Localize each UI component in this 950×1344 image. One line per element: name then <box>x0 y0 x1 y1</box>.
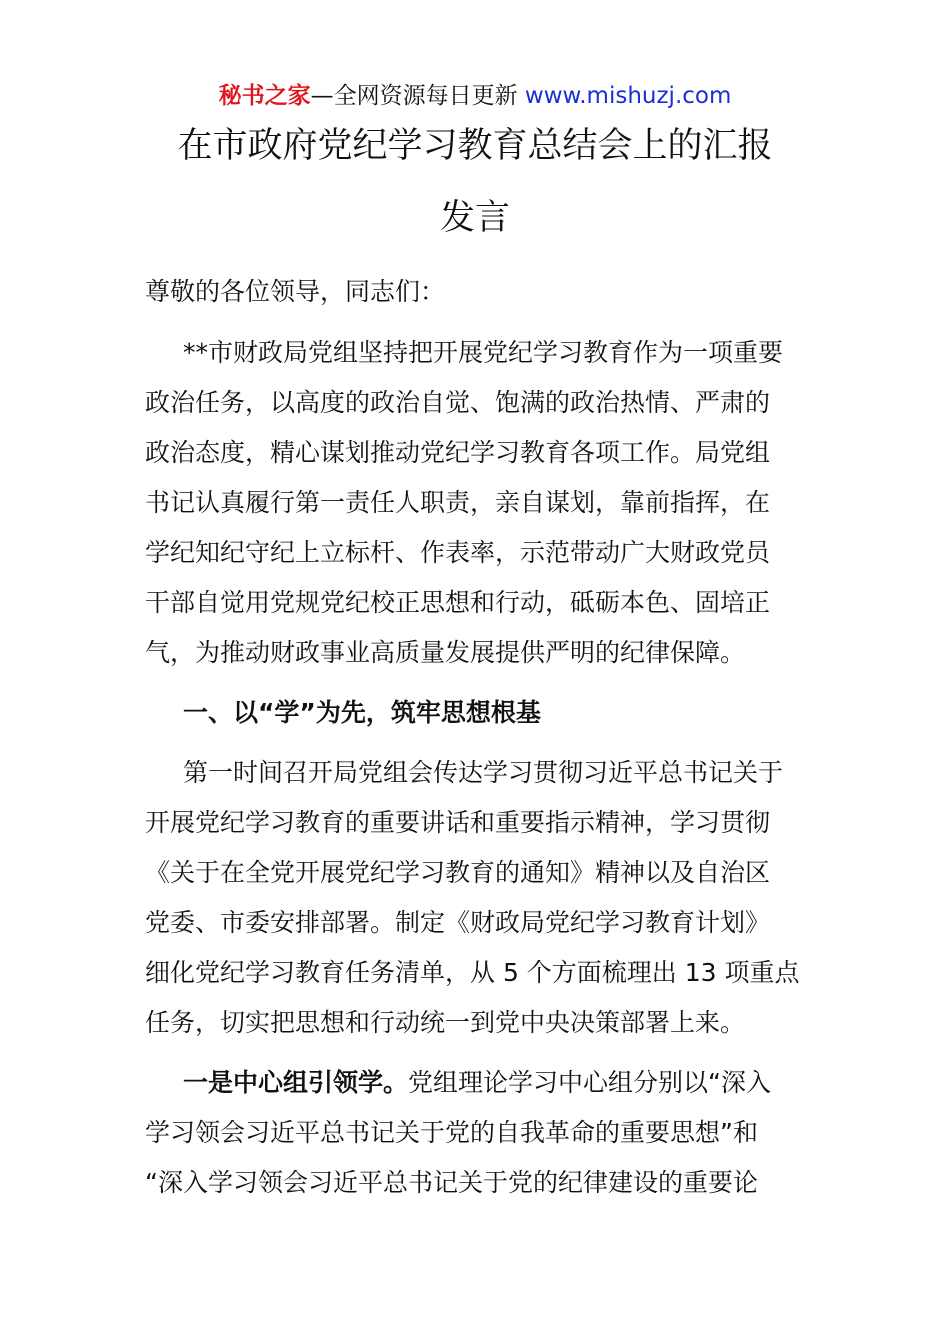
site-url-link[interactable]: www.mishuzj.com <box>524 83 732 109</box>
item-text: 党组理论学习中心组分别以“深入 <box>408 1068 771 1097</box>
intro-line: 学纪知纪守纪上立标杆、作表率，示范带动广大财政党员 <box>145 538 771 567</box>
site-header <box>0 80 950 112</box>
section-heading: 一、以“学”为先，筑牢思想根基 <box>183 698 541 727</box>
section-paragraph-line: 细化党纪学习教育任务清单，从 5 个方面梳理出 13 项重点 <box>145 958 800 987</box>
section-paragraph-line: 《关于在全党开展党纪学习教育的通知》精神以及自治区 <box>145 858 771 887</box>
section-paragraph-line: 第一时间召开局党组会传达学习贯彻习近平总书记关于 <box>183 758 784 787</box>
intro-line: 政治任务，以高度的政治自觉、饱满的政治热情、严肃的 <box>145 388 771 417</box>
intro-line: **市财政局党组坚持把开展党纪学习教育作为一项重要 <box>183 338 784 367</box>
document-title-line-2: 发言 <box>439 198 510 238</box>
intro-line: 气，为推动财政事业高质量发展提供严明的纪律保障。 <box>145 638 746 667</box>
document-title-line-1: 在市政府党纪学习教育总结会上的汇报 <box>177 126 773 166</box>
section-paragraph-line: 党委、市委安排部署。制定《财政局党纪学习教育计划》 <box>145 908 771 937</box>
intro-line: 政治态度，精心谋划推动党纪学习教育各项工作。局党组 <box>145 438 771 467</box>
salutation: 尊敬的各位领导，同志们： <box>145 277 446 306</box>
site-brand: 秘书之家 <box>218 83 311 109</box>
item-paragraph-line: 学习领会习近平总书记关于党的自我革命的重要思想”和 <box>145 1118 758 1147</box>
section-paragraph-line: 开展党纪学习教育的重要讲话和重要指示精神，学习贯彻 <box>145 808 771 837</box>
intro-line: 干部自觉用党规党纪校正思想和行动，砥砺本色、固培正 <box>145 588 771 617</box>
section-paragraph-line: 任务，切实把思想和行动统一到党中央决策部署上来。 <box>145 1008 746 1037</box>
intro-line: 书记认真履行第一责任人职责，亲自谋划，靠前指挥，在 <box>145 488 771 517</box>
site-tagline: —全网资源每日更新 <box>310 83 525 109</box>
item-lead: 一是中心组引领学。 <box>183 1068 409 1097</box>
item-paragraph-line: “深入学习领会习近平总书记关于党的纪律建设的重要论 <box>145 1168 758 1197</box>
item-paragraph-line <box>183 1058 848 1108</box>
